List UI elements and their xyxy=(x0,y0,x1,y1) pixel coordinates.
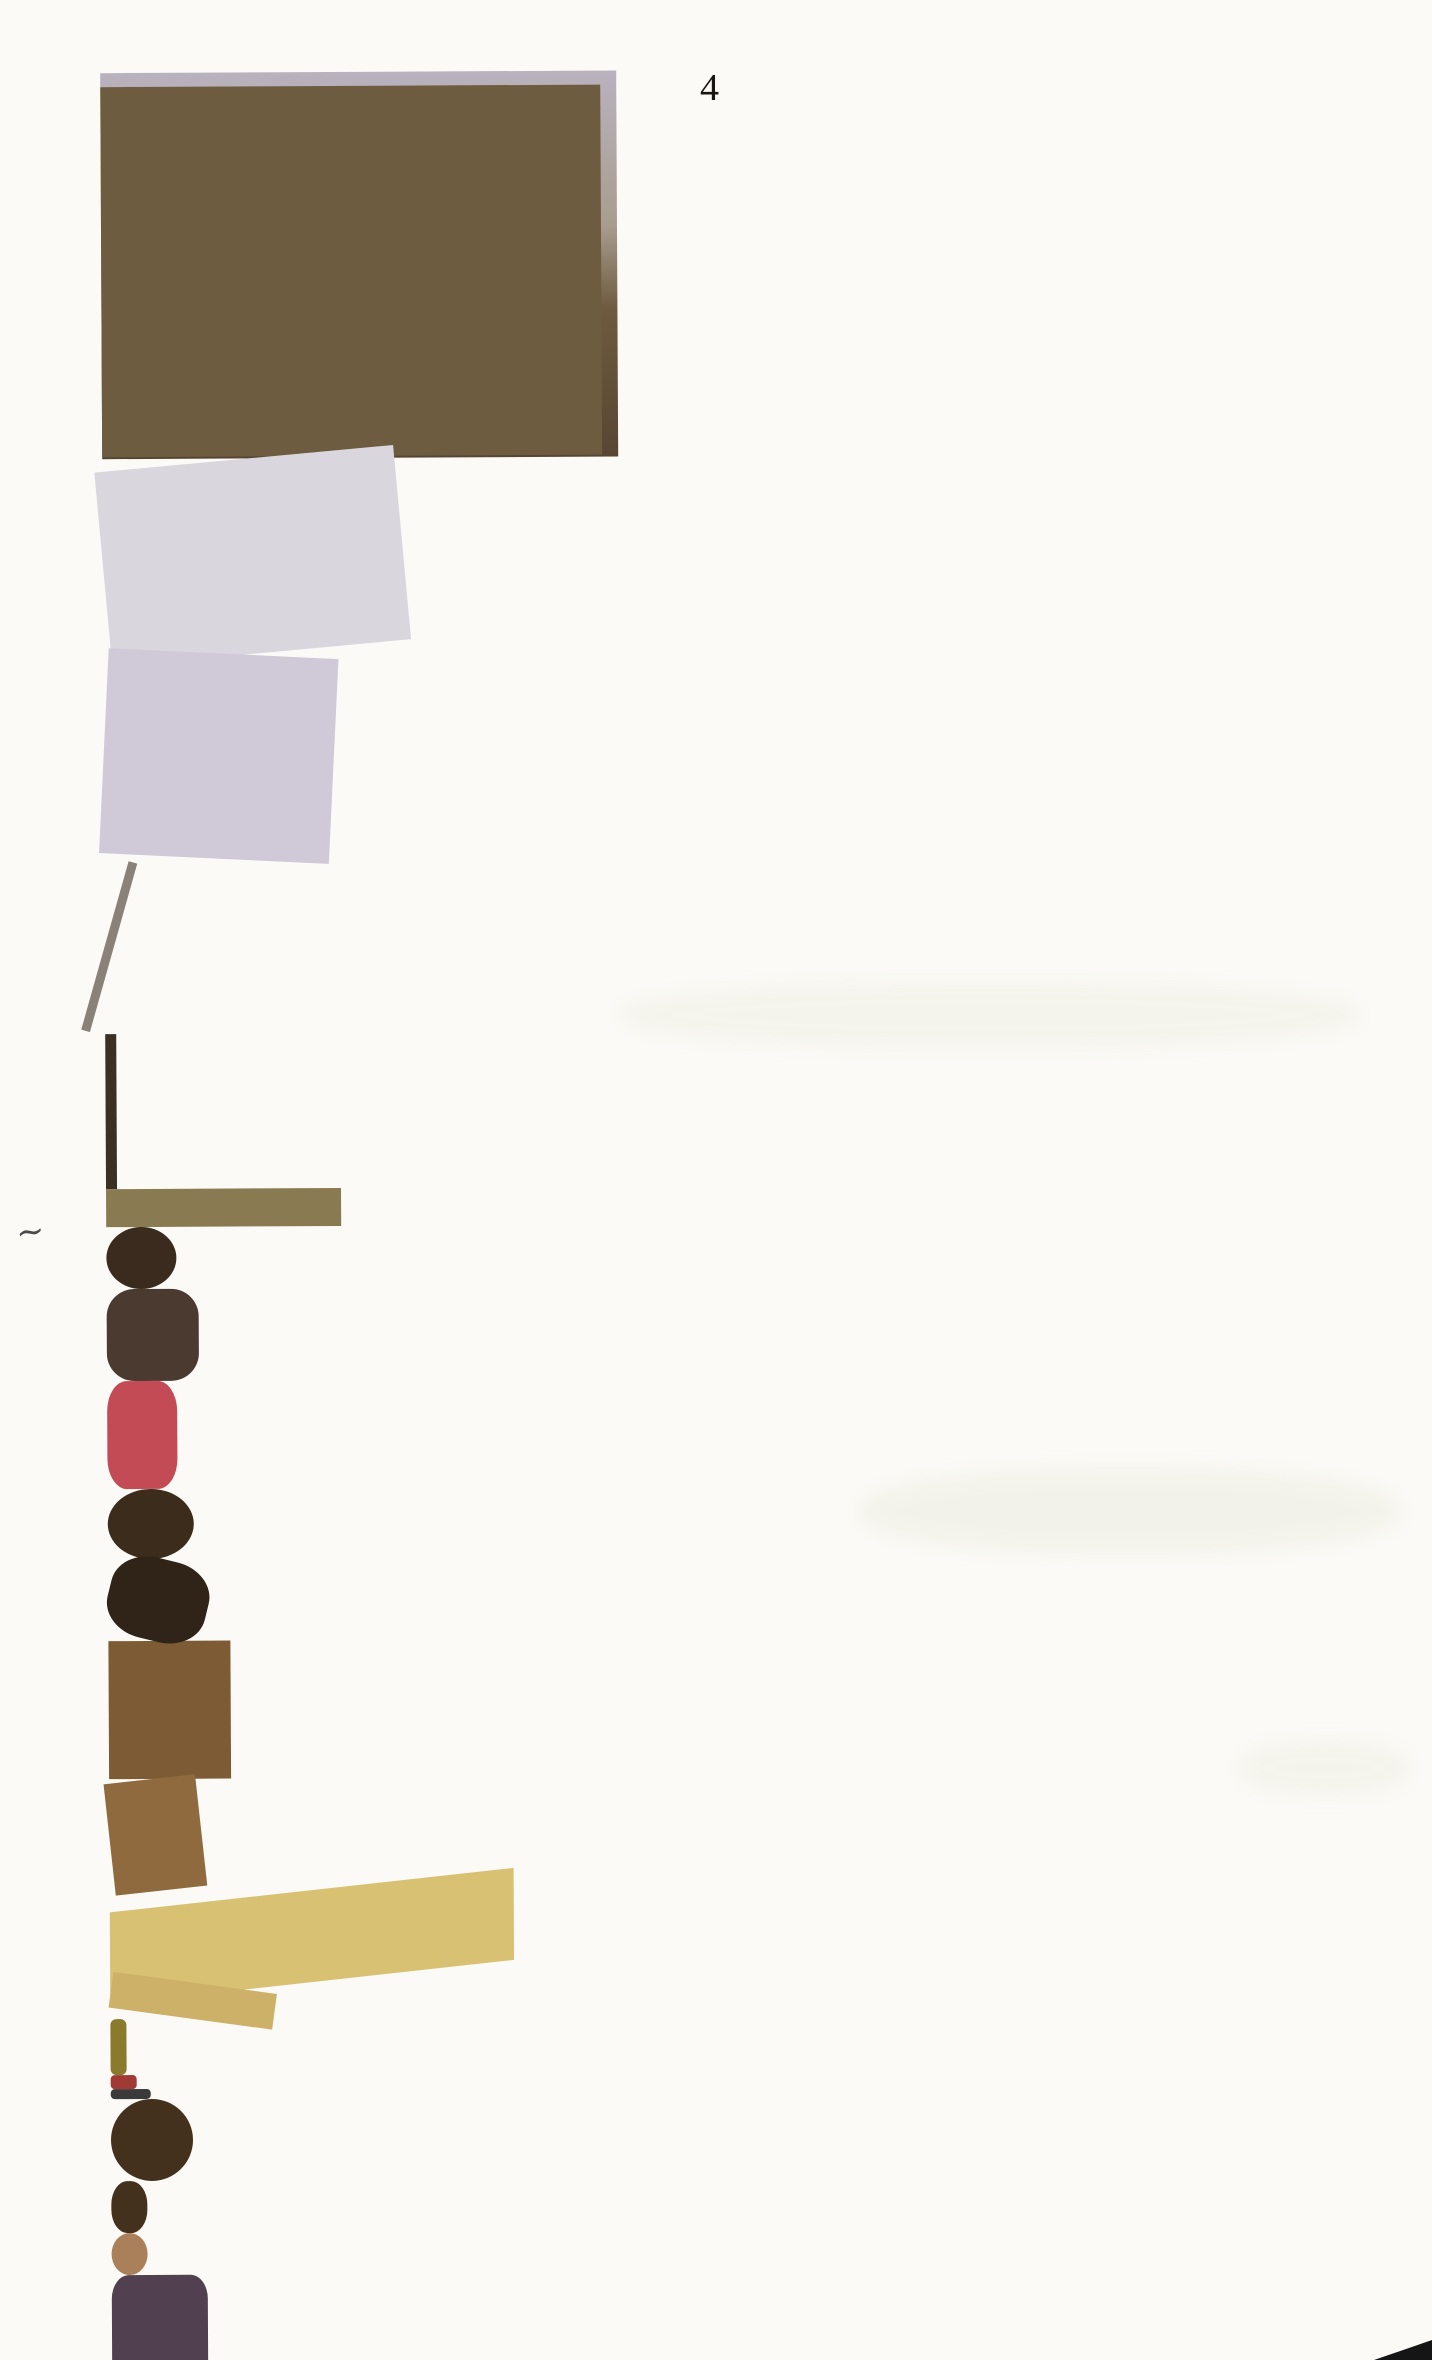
classroom-photo xyxy=(100,85,602,458)
margin-pencil-mark: ~ xyxy=(13,1210,48,1254)
page-number: 4 xyxy=(700,67,720,109)
classroom-photo-painting xyxy=(100,85,602,458)
